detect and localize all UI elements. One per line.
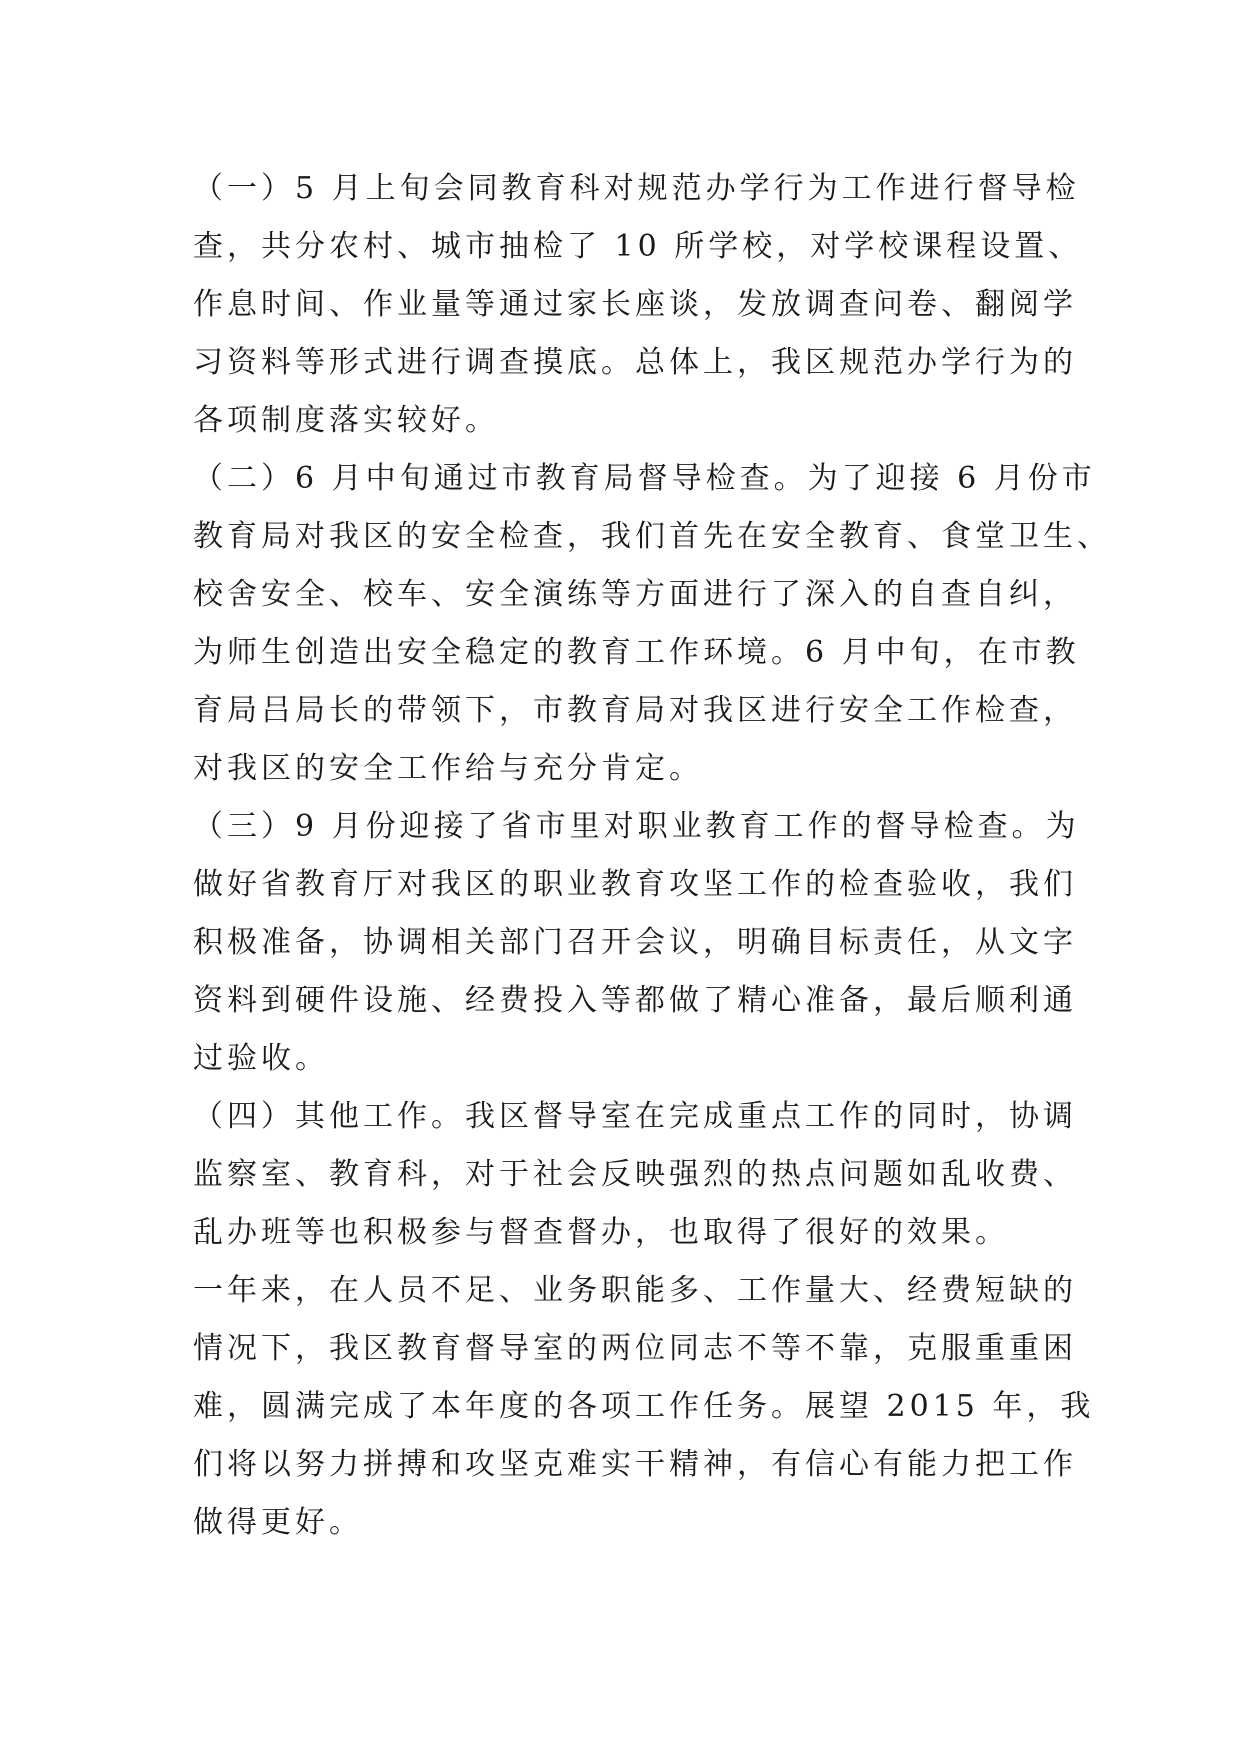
paragraph-1	[193, 160, 1083, 450]
text-line: 积极准备，协调相关部门召开会议，明确目标责任，从文字	[193, 925, 1077, 960]
text-line: 对我区的安全工作给与充分肯定。	[193, 751, 703, 786]
text-line: 做好省教育厅对我区的职业教育攻坚工作的检查验收，我们	[193, 867, 1077, 902]
text-line: 习资料等形式进行调查摸底。总体上，我区规范办学行为的	[193, 345, 1077, 380]
text-line: （二）6 月中旬通过市教育局督导检查。为了迎接 6 月份市	[193, 461, 1096, 496]
text-line: （四）其他工作。我区督导室在完成重点工作的同时，协调	[193, 1099, 1077, 1134]
text-line: 们将以努力拼搏和攻坚克难实干精神，有信心有能力把工作	[193, 1447, 1077, 1482]
text-line: 过验收。	[193, 1041, 329, 1076]
text-line: 作息时间、作业量等通过家长座谈，发放调查问卷、翻阅学	[193, 287, 1077, 322]
text-line: 一年来，在人员不足、业务职能多、工作量大、经费短缺的	[193, 1273, 1077, 1308]
text-line: 各项制度落实较好。	[193, 403, 499, 438]
text-line: 情况下，我区教育督导室的两位同志不等不靠，克服重重困	[193, 1331, 1077, 1366]
paragraph-5	[193, 1262, 1095, 1552]
text-line: 为师生创造出安全稳定的教育工作环境。6 月中旬，在市教	[193, 635, 1080, 670]
paragraph-4	[193, 1088, 1077, 1262]
text-line: 查，共分农村、城市抽检了 10 所学校，对学校课程设置、	[193, 229, 1083, 264]
text-line: 资料到硬件设施、经费投入等都做了精心准备，最后顺利通	[193, 983, 1077, 1018]
paragraph-2	[193, 450, 1111, 798]
text-line: 监察室、教育科，对于社会反映强烈的热点问题如乱收费、	[193, 1157, 1077, 1192]
text-line: 做得更好。	[193, 1505, 363, 1540]
text-line: 育局吕局长的带领下，市教育局对我区进行安全工作检查，	[193, 693, 1077, 728]
text-line: 校舍安全、校车、安全演练等方面进行了深入的自查自纠，	[193, 577, 1077, 612]
text-line: 难，圆满完成了本年度的各项工作任务。展望 2015 年，我	[193, 1389, 1095, 1424]
document-body	[193, 160, 1111, 1552]
text-line: （三）9 月份迎接了省市里对职业教育工作的督导检查。为	[193, 809, 1080, 844]
paragraph-3	[193, 798, 1080, 1088]
text-line: 教育局对我区的安全检查，我们首先在安全教育、食堂卫生、	[193, 519, 1111, 554]
text-line: 乱办班等也积极参与督查督办，也取得了很好的效果。	[193, 1215, 1009, 1250]
text-line: （一）5 月上旬会同教育科对规范办学行为工作进行督导检	[193, 171, 1080, 206]
